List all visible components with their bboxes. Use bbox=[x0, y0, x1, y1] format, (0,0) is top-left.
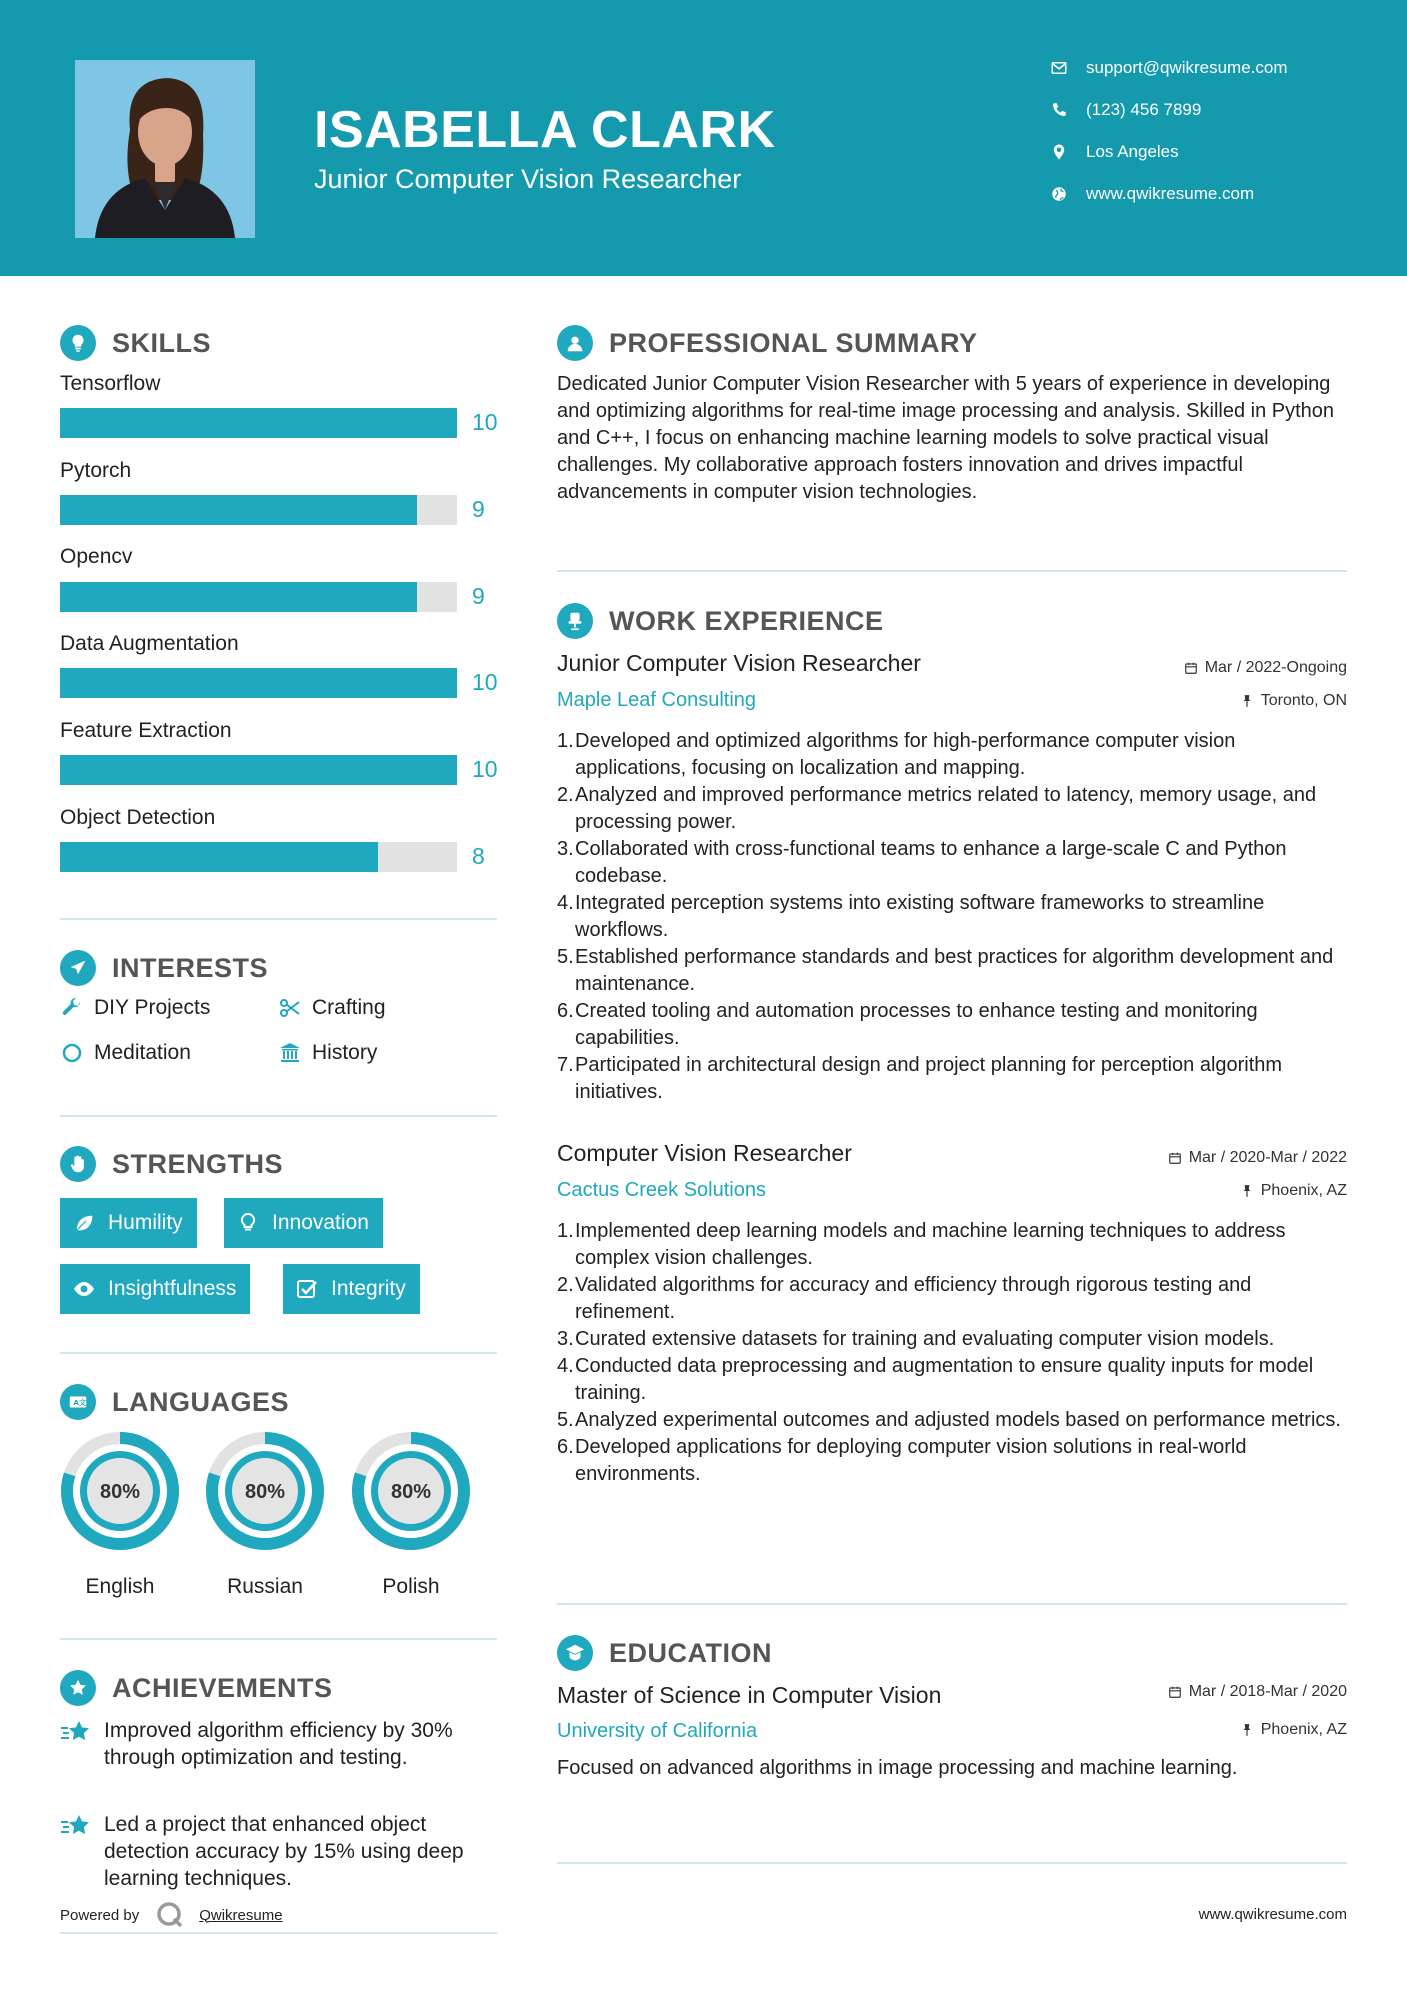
svg-text:文: 文 bbox=[78, 1398, 87, 1408]
education-title: EDUCATION bbox=[609, 1637, 772, 1668]
strength-label: Insightfulness bbox=[108, 1277, 237, 1300]
achievement-text: Led a project that enhanced object detection accuracy by 15% using deep learning techniques. bbox=[104, 1813, 464, 1890]
languages-title: LANGUAGES bbox=[112, 1386, 290, 1417]
strength-label: Integrity bbox=[331, 1277, 406, 1300]
skill-bar-fill bbox=[60, 408, 457, 438]
divider bbox=[557, 1862, 1347, 1864]
skills-heading bbox=[60, 325, 211, 361]
skills-title: SKILLS bbox=[112, 327, 212, 358]
map-pin-icon bbox=[1050, 143, 1068, 161]
interest-label: Crafting bbox=[312, 996, 386, 1019]
candidate-name: ISABELLA CLARK bbox=[314, 101, 776, 159]
phone-icon bbox=[1050, 101, 1068, 119]
divider bbox=[557, 1603, 1347, 1605]
responsibility-item: 1. Implemented deep learning models and machine learning techniques to address complex vision challenges. bbox=[557, 1220, 1286, 1269]
achievement-item bbox=[60, 1717, 500, 1771]
calendar-icon bbox=[1168, 1685, 1182, 1699]
divider bbox=[557, 570, 1347, 572]
contact-email[interactable] bbox=[1050, 58, 1288, 78]
strengths-title: STRENGTHS bbox=[112, 1148, 284, 1179]
leaf-icon bbox=[72, 1211, 96, 1235]
skill-name: Tensorflow bbox=[60, 372, 161, 395]
pin-icon bbox=[1240, 1184, 1254, 1198]
interest-item bbox=[278, 1041, 377, 1065]
skill-bar bbox=[60, 842, 457, 872]
eye-icon bbox=[72, 1277, 96, 1301]
envelope-icon bbox=[1050, 59, 1068, 77]
responsibility-item: 6. Created tooling and automation processes to enhance testing and monitoring capabilities. bbox=[557, 1000, 1258, 1049]
strength-tag bbox=[283, 1264, 420, 1314]
strength-label: Innovation bbox=[272, 1211, 369, 1234]
responsibility-item: 4. Conducted data preprocessing and augmentation to ensure quality inputs for model training. bbox=[557, 1355, 1314, 1404]
responsibility-item: 4. Integrated perception systems into existing software frameworks to streamline workflows. bbox=[557, 892, 1265, 941]
scissors-icon bbox=[278, 996, 302, 1020]
user-icon bbox=[557, 325, 593, 361]
achievement-text: Improved algorithm efficiency by 30% through optimization and testing. bbox=[104, 1719, 453, 1769]
responsibility-list bbox=[557, 1218, 1347, 1488]
contact-location bbox=[1050, 142, 1179, 162]
strength-tag bbox=[60, 1198, 197, 1248]
language-name: Polish bbox=[382, 1575, 440, 1598]
profile-photo bbox=[75, 60, 255, 238]
strength-tag bbox=[224, 1198, 383, 1248]
divider bbox=[60, 1932, 497, 1934]
achievement-item bbox=[60, 1811, 500, 1892]
paper-plane-icon bbox=[60, 950, 96, 986]
interest-item bbox=[278, 996, 386, 1020]
responsibility-item: 2. Analyzed and improved performance metrics related to latency, memory usage, and processing power. bbox=[557, 784, 1317, 833]
skill-value: 10 bbox=[472, 409, 498, 435]
skill-bar bbox=[60, 408, 457, 438]
job-dates bbox=[1184, 659, 1347, 677]
language-name: Russian bbox=[227, 1575, 303, 1598]
job-location bbox=[1240, 1182, 1347, 1200]
skill-bar-fill bbox=[60, 842, 378, 872]
wrench-icon bbox=[60, 996, 84, 1020]
summary-text: Dedicated Junior Computer Vision Researcher with 5 years of experience in developing and optimizing algorithms for real-time image processing and analysis. Skilled in Python and C++, I focus on enhancing machine learning models to solve practical visual challenges. My collaborative approach fosters innovation and drives impactful advancements in computer vision technologies. bbox=[557, 373, 1335, 503]
responsibility-list bbox=[557, 728, 1347, 1106]
contact-website-text: www.qwikresume.com bbox=[1086, 184, 1255, 203]
skill-bar bbox=[60, 668, 457, 698]
skill-name: Data Augmentation bbox=[60, 632, 239, 655]
education-dates bbox=[1168, 1683, 1347, 1701]
responsibility-item: 3. Curated extensive datasets for training and evaluating computer vision models. bbox=[557, 1328, 1275, 1350]
responsibility-item: 3. Collaborated with cross-functional teams to enhance a large-scale C and Python codebase. bbox=[557, 838, 1287, 887]
responsibility-item: 7. Participated in architectural design and project planning for perception algorithm initiatives. bbox=[557, 1054, 1283, 1103]
contact-email-text: support@qwikresume.com bbox=[1086, 58, 1288, 77]
skill-name: Object Detection bbox=[60, 806, 216, 829]
language-percent: 80% bbox=[99, 1481, 141, 1503]
languages-heading bbox=[60, 1384, 289, 1420]
skill-bar bbox=[60, 755, 457, 785]
skill-bar bbox=[60, 582, 457, 612]
skill-name: Opencv bbox=[60, 545, 133, 568]
check-square-icon bbox=[295, 1277, 319, 1301]
skill-bar-fill bbox=[60, 668, 457, 698]
language-ring bbox=[350, 1430, 472, 1552]
interest-label: Meditation bbox=[94, 1041, 191, 1064]
interest-label: History bbox=[312, 1041, 378, 1064]
lightbulb-icon bbox=[60, 325, 96, 361]
job-location-text: Phoenix, AZ bbox=[1260, 1182, 1347, 1199]
hand-icon bbox=[60, 1146, 96, 1182]
lightbulb-icon bbox=[236, 1211, 260, 1235]
skill-bar-fill bbox=[60, 755, 457, 785]
divider bbox=[60, 1638, 497, 1640]
contact-website[interactable] bbox=[1050, 184, 1254, 204]
skill-value: 9 bbox=[472, 496, 485, 522]
achievements-heading bbox=[60, 1670, 333, 1706]
star-badge-icon bbox=[60, 1670, 96, 1706]
education-heading bbox=[557, 1635, 772, 1671]
achievements-title: ACHIEVEMENTS bbox=[112, 1672, 333, 1703]
contact-phone[interactable] bbox=[1050, 100, 1201, 120]
star-icon bbox=[60, 1813, 92, 1841]
education-dates-text: Mar / 2018-Mar / 2020 bbox=[1188, 1683, 1347, 1700]
calendar-icon bbox=[1184, 661, 1198, 675]
strengths-heading bbox=[60, 1146, 283, 1182]
interest-label: DIY Projects bbox=[94, 996, 211, 1019]
skill-value: 9 bbox=[472, 583, 485, 609]
powered-by-label: Powered by bbox=[60, 1906, 140, 1924]
language-item bbox=[59, 1430, 181, 1599]
pin-icon bbox=[1240, 1723, 1254, 1737]
responsibility-item: 5. Established performance standards and best practices for algorithm development and maintenance. bbox=[557, 946, 1334, 995]
responsibility-item: 2. Validated algorithms for accuracy and efficiency through rigorous testing and refinement. bbox=[557, 1274, 1252, 1323]
job-dates-text: Mar / 2020-Mar / 2022 bbox=[1188, 1149, 1347, 1166]
language-percent: 80% bbox=[390, 1481, 432, 1503]
resume-header bbox=[0, 0, 1407, 276]
job-title: Junior Computer Vision Researcher bbox=[557, 650, 921, 676]
candidate-title: Junior Computer Vision Researcher bbox=[314, 164, 742, 194]
education-description: Focused on advanced algorithms in image processing and machine learning. bbox=[557, 1757, 1238, 1779]
strength-label: Humility bbox=[108, 1211, 183, 1234]
company-name[interactable]: Cactus Creek Solutions bbox=[557, 1179, 766, 1201]
summary-title: PROFESSIONAL SUMMARY bbox=[609, 327, 978, 358]
divider bbox=[60, 1115, 497, 1117]
job-dates bbox=[1168, 1149, 1347, 1167]
school-name[interactable]: University of California bbox=[557, 1720, 758, 1742]
skill-value: 8 bbox=[472, 843, 485, 869]
responsibility-item: 6. Developed applications for deploying computer vision solutions in real-world environments. bbox=[557, 1436, 1247, 1485]
education-location bbox=[1240, 1721, 1347, 1739]
job-dates-text: Mar / 2022-Ongoing bbox=[1204, 659, 1347, 676]
language-percent: 80% bbox=[244, 1481, 286, 1503]
bank-icon bbox=[278, 1041, 302, 1065]
job-location bbox=[1240, 692, 1347, 710]
degree-title: Master of Science in Computer Vision bbox=[557, 1682, 942, 1708]
job-title: Computer Vision Researcher bbox=[557, 1140, 852, 1166]
job-location-text: Toronto, ON bbox=[1260, 692, 1347, 709]
skill-value: 10 bbox=[472, 756, 498, 782]
pin-icon bbox=[1240, 694, 1254, 708]
skill-name: Pytorch bbox=[60, 459, 132, 482]
language-icon bbox=[60, 1384, 96, 1420]
strength-tag bbox=[60, 1264, 250, 1314]
language-item bbox=[350, 1430, 472, 1599]
experience-title: WORK EXPERIENCE bbox=[609, 605, 884, 636]
language-item bbox=[204, 1430, 326, 1599]
responsibility-item: 1. Developed and optimized algorithms for high-performance computer vision applications, focusing on localization and mapping. bbox=[557, 730, 1236, 779]
company-name[interactable]: Maple Leaf Consulting bbox=[557, 689, 757, 711]
skill-bar-fill bbox=[60, 582, 417, 612]
skill-bar-fill bbox=[60, 495, 417, 525]
interests-heading bbox=[60, 950, 268, 986]
responsibility-item: 5. Analyzed experimental outcomes and adjusted models based on performance metrics. bbox=[557, 1409, 1341, 1431]
skill-value: 10 bbox=[472, 669, 498, 695]
interests-title: INTERESTS bbox=[112, 952, 269, 983]
brand-link[interactable]: Qwikresume bbox=[199, 1906, 283, 1924]
chair-icon bbox=[557, 603, 593, 639]
qwikresume-logo-icon bbox=[155, 1900, 185, 1930]
circle-icon bbox=[60, 1041, 84, 1065]
powered-by bbox=[60, 1900, 283, 1930]
experience-heading bbox=[557, 603, 884, 639]
summary-heading bbox=[557, 325, 978, 361]
calendar-icon bbox=[1168, 1151, 1182, 1165]
language-name: English bbox=[85, 1575, 155, 1598]
interest-item bbox=[60, 996, 210, 1020]
globe-icon bbox=[1050, 185, 1068, 203]
language-ring bbox=[204, 1430, 326, 1552]
skill-bar bbox=[60, 495, 457, 525]
interest-item bbox=[60, 1041, 191, 1065]
svg-text:A: A bbox=[73, 1398, 80, 1408]
education-location-text: Phoenix, AZ bbox=[1260, 1721, 1347, 1738]
skill-name: Feature Extraction bbox=[60, 719, 232, 742]
language-ring bbox=[59, 1430, 181, 1552]
contact-phone-text: (123) 456 7899 bbox=[1086, 100, 1202, 119]
divider bbox=[60, 1352, 497, 1354]
divider bbox=[60, 918, 497, 920]
contact-location-text: Los Angeles bbox=[1086, 142, 1179, 161]
graduate-icon bbox=[557, 1635, 593, 1671]
footer-website[interactable]: www.qwikresume.com bbox=[1198, 1906, 1347, 1923]
star-icon bbox=[60, 1719, 92, 1747]
